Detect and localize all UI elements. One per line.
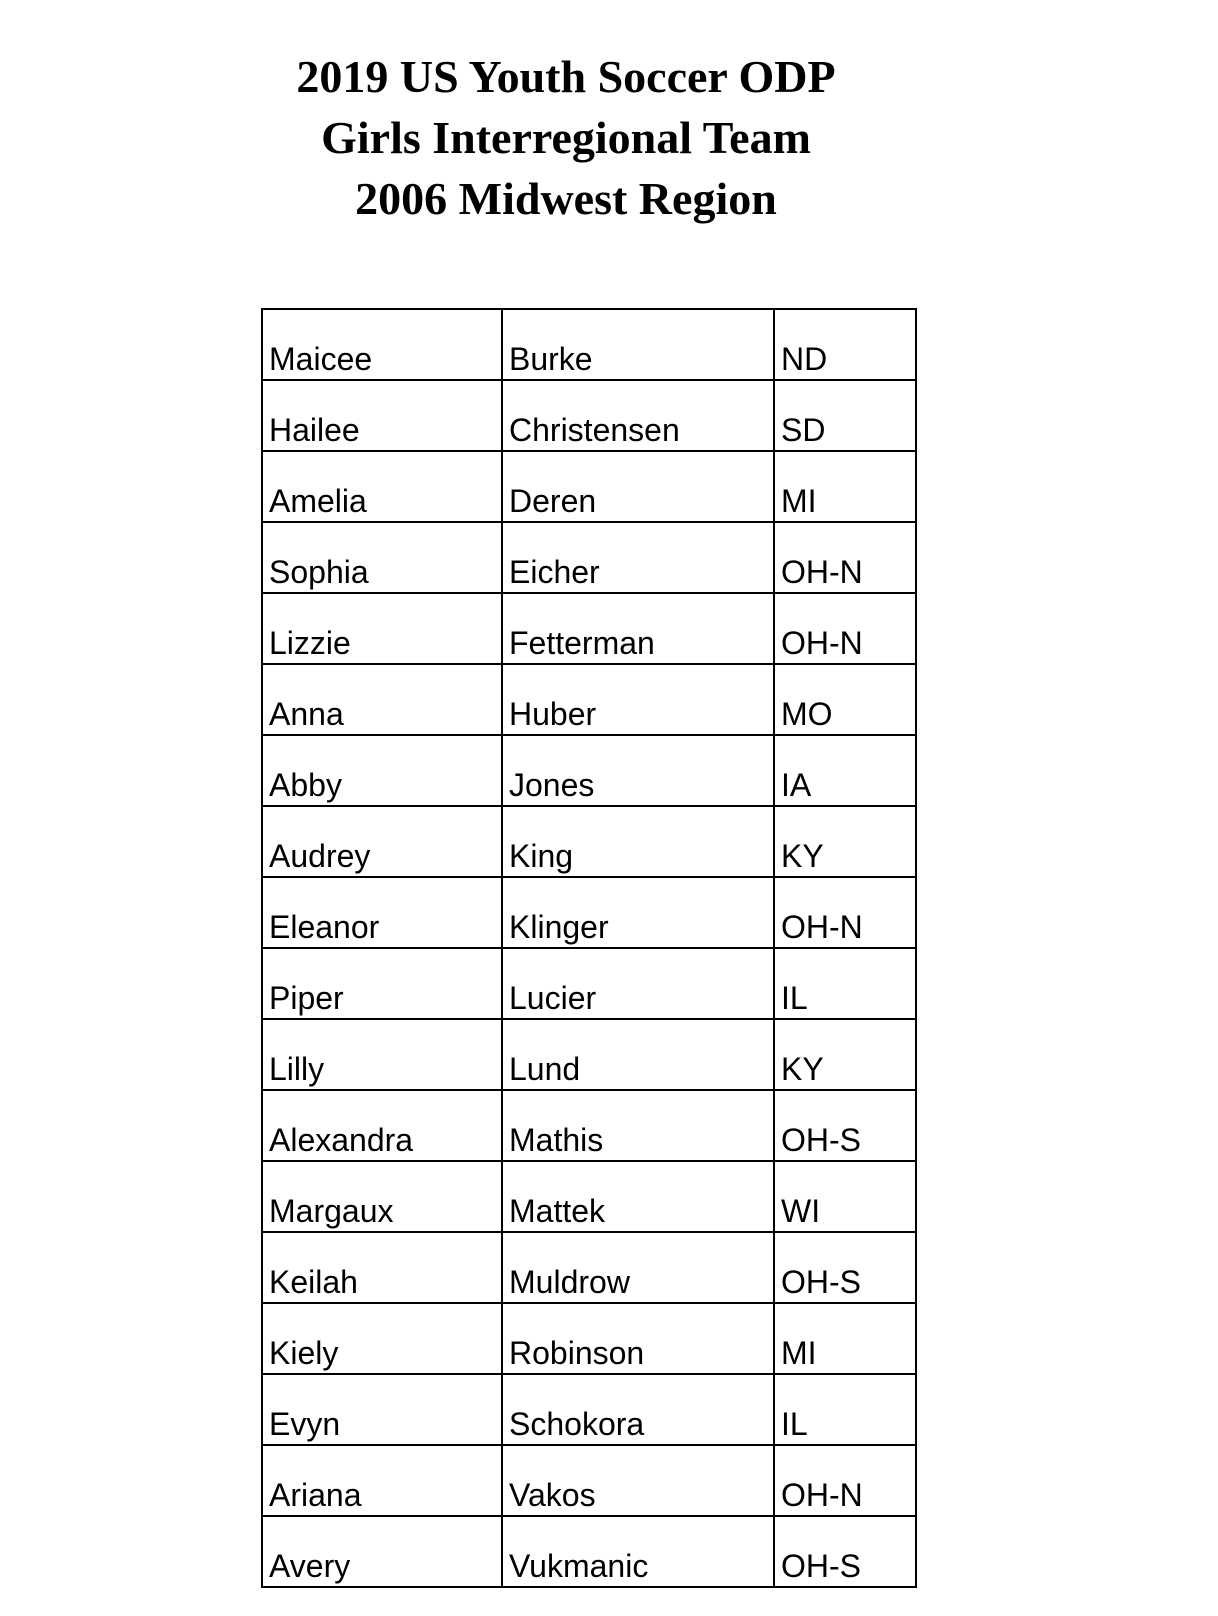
table-row — [262, 1161, 916, 1232]
table-row — [262, 1090, 916, 1161]
first-name-cell: Evyn — [262, 1374, 502, 1445]
table-row — [262, 1303, 916, 1374]
last-name-cell: Eicher — [502, 522, 774, 593]
first-name-cell: Lilly — [262, 1019, 502, 1090]
state-cell: KY — [774, 1019, 916, 1090]
table-row — [262, 806, 916, 877]
first-name-cell: Piper — [262, 948, 502, 1019]
last-name-cell: Schokora — [502, 1374, 774, 1445]
table-row — [262, 1445, 916, 1516]
last-name-cell: Muldrow — [502, 1232, 774, 1303]
state-cell: IA — [774, 735, 916, 806]
first-name-cell: Audrey — [262, 806, 502, 877]
table-row — [262, 664, 916, 735]
state-cell: OH-N — [774, 522, 916, 593]
first-name-cell: Avery — [262, 1516, 502, 1587]
table-row — [262, 522, 916, 593]
table-row — [262, 1232, 916, 1303]
state-cell: SD — [774, 380, 916, 451]
table-row — [262, 451, 916, 522]
last-name-cell: Vakos — [502, 1445, 774, 1516]
last-name-cell: Lucier — [502, 948, 774, 1019]
state-cell: MI — [774, 451, 916, 522]
first-name-cell: Alexandra — [262, 1090, 502, 1161]
first-name-cell: Amelia — [262, 451, 502, 522]
first-name-cell: Abby — [262, 735, 502, 806]
last-name-cell: Mattek — [502, 1161, 774, 1232]
state-cell: WI — [774, 1161, 916, 1232]
state-cell: OH-S — [774, 1232, 916, 1303]
state-cell: ND — [774, 309, 916, 380]
first-name-cell: Lizzie — [262, 593, 502, 664]
first-name-cell: Ariana — [262, 1445, 502, 1516]
last-name-cell: Klinger — [502, 877, 774, 948]
state-cell: OH-S — [774, 1516, 916, 1587]
last-name-cell: King — [502, 806, 774, 877]
first-name-cell: Margaux — [262, 1161, 502, 1232]
state-cell: MO — [774, 664, 916, 735]
table-row — [262, 1019, 916, 1090]
state-cell: OH-N — [774, 1445, 916, 1516]
last-name-cell: Deren — [502, 451, 774, 522]
table-row — [262, 309, 916, 380]
roster-table — [261, 308, 917, 1588]
state-cell: IL — [774, 1374, 916, 1445]
table-row — [262, 877, 916, 948]
title-line-2: Girls Interregional Team — [321, 112, 811, 163]
last-name-cell: Fetterman — [502, 593, 774, 664]
state-cell: KY — [774, 806, 916, 877]
first-name-cell: Keilah — [262, 1232, 502, 1303]
first-name-cell: Hailee — [262, 380, 502, 451]
first-name-cell: Anna — [262, 664, 502, 735]
first-name-cell: Kiely — [262, 1303, 502, 1374]
table-row — [262, 948, 916, 1019]
last-name-cell: Burke — [502, 309, 774, 380]
last-name-cell: Huber — [502, 664, 774, 735]
state-cell: MI — [774, 1303, 916, 1374]
table-row — [262, 735, 916, 806]
last-name-cell: Lund — [502, 1019, 774, 1090]
last-name-cell: Robinson — [502, 1303, 774, 1374]
table-row — [262, 1374, 916, 1445]
last-name-cell: Jones — [502, 735, 774, 806]
document-title — [0, 46, 1132, 229]
state-cell: OH-N — [774, 877, 916, 948]
title-line-3: 2006 Midwest Region — [355, 173, 777, 224]
first-name-cell: Eleanor — [262, 877, 502, 948]
first-name-cell: Maicee — [262, 309, 502, 380]
table-row — [262, 1516, 916, 1587]
state-cell: OH-N — [774, 593, 916, 664]
state-cell: OH-S — [774, 1090, 916, 1161]
last-name-cell: Christensen — [502, 380, 774, 451]
table-row — [262, 380, 916, 451]
title-line-1: 2019 US Youth Soccer ODP — [296, 51, 836, 102]
last-name-cell: Vukmanic — [502, 1516, 774, 1587]
table-row — [262, 593, 916, 664]
first-name-cell: Sophia — [262, 522, 502, 593]
last-name-cell: Mathis — [502, 1090, 774, 1161]
state-cell: IL — [774, 948, 916, 1019]
